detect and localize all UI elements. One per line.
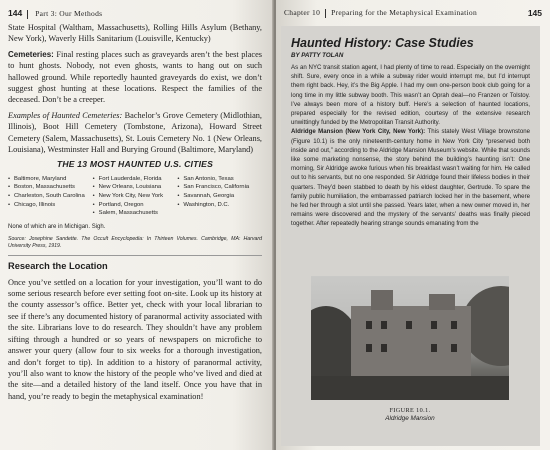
mansion-gable	[371, 290, 393, 310]
right-running-head-title: Preparing for the Metaphysical Examination	[331, 8, 478, 17]
mansion-label: Aldridge Mansion (New York City, New York):	[291, 128, 426, 136]
window	[381, 344, 387, 352]
city-item: • Boston, Massachusetts	[8, 183, 93, 192]
city-item: • Charleston, South Carolina	[8, 192, 93, 201]
left-page-number: 144	[8, 8, 23, 18]
case-studies-sidebar	[281, 26, 540, 446]
right-page	[276, 0, 550, 450]
aldridge-mansion-photo	[311, 276, 509, 400]
cities-note: None of which are in Michigan. Sigh.	[8, 223, 106, 230]
city-item: • New York City, New York	[93, 192, 178, 201]
city-item: • Chicago, Illinois	[8, 201, 93, 210]
running-head-divider	[27, 10, 28, 19]
city-item: • Washington, D.C.	[177, 201, 262, 210]
window	[381, 321, 387, 329]
byline: BY PATTY TOLAN	[291, 52, 344, 59]
city-item: • Savannah, Georgia	[177, 192, 262, 201]
haunted-cities-columns	[8, 175, 262, 218]
window	[366, 344, 372, 352]
city-item: • San Francisco, California	[177, 183, 262, 192]
city-item: • Fort Lauderdale, Florida	[93, 175, 178, 184]
haunted-cities-box	[8, 159, 262, 256]
left-page	[0, 0, 274, 450]
running-head-divider	[325, 9, 326, 18]
case-studies-text	[291, 63, 530, 229]
cities-column-3	[177, 175, 262, 218]
examples-paragraph	[8, 110, 262, 156]
window	[366, 321, 372, 329]
research-paragraph: Once you’ve settled on a location for your investigation, you’ll want to do some serious research before ever setting foot on-site. Look up its history at the county assessor’s office. Better yet, check with your local librarian to see if there’s any documented history of paranormal activity associated with the site. Librarians love to do research. They shouldn’t have any problem sifting through a hundred or so years of newspapers on microfiche to answer your query (allow four to six weeks for a thorough investigation, and don’t forget to tip). In addition to a history of paranormal activity, you’ll also want to know the history of the people who’ve lived and died at the site—and a detailed history of the land itself. Once you have that in hand, you’re ready to begin the metaphysical examination!	[8, 277, 262, 401]
city-item: • Salem, Massachusetts	[93, 209, 178, 218]
intro-paragraph: As an NYC transit station agent, I had plenty of time to read. Especially on the overnight shift. Sure, every once in a while a subway rider would interrupt me, but I’d interrupt them right back. Hey, it’s the Big Apple. I had my own one-person book club going for a long time in my little subway booth. This wasn’t an Oprah deal—no Franzen or Tolstoy. I’ve always been more of a history buff. Here’s a selection of haunted locations, prepared especially for the revised edition, courtesy of the extensive research unwittingly funded by the Metropolitan Transit Authority.	[291, 64, 530, 127]
left-page-content	[8, 22, 262, 406]
source-text: Josephine Sandette. The Occult Encyclopedia: In Thirteen Volumes. Cambridge, MA: Harvard University Press, 1919.	[8, 236, 262, 250]
city-item: • San Antonio, Texas	[177, 175, 262, 184]
cities-source	[8, 236, 262, 250]
ground-shadow	[311, 376, 509, 400]
case-studies-title: Haunted History: Case Studies	[291, 36, 474, 50]
figure-label: FIGURE 10.1.	[389, 407, 431, 414]
right-running-head-chapter: Chapter 10	[284, 8, 321, 17]
window	[406, 321, 412, 329]
examples-label: Examples of Haunted Cemeteries:	[8, 110, 123, 120]
haunted-cities-title: THE 13 MOST HAUNTED U.S. CITIES	[56, 159, 214, 170]
cemeteries-label: Cemeteries:	[8, 49, 54, 59]
source-label: Source:	[8, 236, 26, 243]
cemetery-intro-paragraph: State Hospital (Waltham, Massachusetts), Rolling Hills Asylum (Bethany, New York), Waverly Hills Sanitarium (Louisville, Kentucky)	[8, 23, 262, 44]
figure-caption-text: Aldridge Mansion	[385, 415, 435, 422]
cemeteries-paragraph	[8, 49, 262, 106]
city-item: • New Orleans, Louisiana	[93, 183, 178, 192]
right-running-head	[284, 6, 542, 20]
window	[431, 344, 437, 352]
cities-column-2	[93, 175, 178, 218]
window	[451, 344, 457, 352]
section-heading: Research the Location	[8, 261, 108, 272]
left-running-head-title: Part 3: Our Methods	[35, 9, 103, 18]
mansion-gable	[429, 294, 455, 310]
section-divider	[8, 255, 262, 256]
left-running-head	[8, 6, 266, 20]
city-item: • Portland, Oregon	[93, 201, 178, 210]
examples-text: Bachelor’s Grove Cemetery (Midlothian, Illinois), Boot Hill Cemetery (Tombstone, Arizona), Howard Street Cemetery (Salem, Massachusetts), St. Louis Cemetery No. 1 (New Orleans, Louisiana), Westminster Hall and Burying Ground (Baltimore, Maryland)	[8, 110, 263, 155]
cemeteries-text: Final resting places such as graveyards aren’t the best places to hunt ghosts. Nobody, not even ghosts, wants to hang out on such hallowed ground. While reportedly haunted graveyards do exist, we don’t suggest ghost hunting at these locations. Respect the families of the deceased. Don’t be a creeper.	[8, 49, 262, 105]
mansion-text: This stately West Village brownstone (Figure 10.1) is the only nineteenth-century home in New York City “preserved both inside and out,” according to the Aldridge Mansion Museum’s website. While that sounds like some marketing nonsense, the story behind the building’s haunting isn’t: One morning, Sir Aldridge awoke furious when his breakfast wasn’t waiting for him. He called out to his servants, but no one responded. Sir Aldridge found their lifeless bodies in their quarters. They’d been stabbed to death by his eldest daughter, Gertrude. To spare the family public humiliation, the embarrassed patriarch locked her in the basement, where he fed her through a slot until she passed. Years later, when a new owner moved in, her remains were discovered and the mystery of the servants’ deaths was finally pieced together. After repeatedly hearing strange sounds emanating from the	[291, 128, 530, 228]
cities-column-1	[8, 175, 93, 218]
figure-caption	[311, 407, 509, 423]
right-page-number: 145	[527, 8, 542, 18]
mansion-paragraph	[291, 127, 530, 228]
window	[451, 321, 457, 329]
city-item: • Baltimore, Maryland	[8, 175, 93, 184]
window	[431, 321, 437, 329]
